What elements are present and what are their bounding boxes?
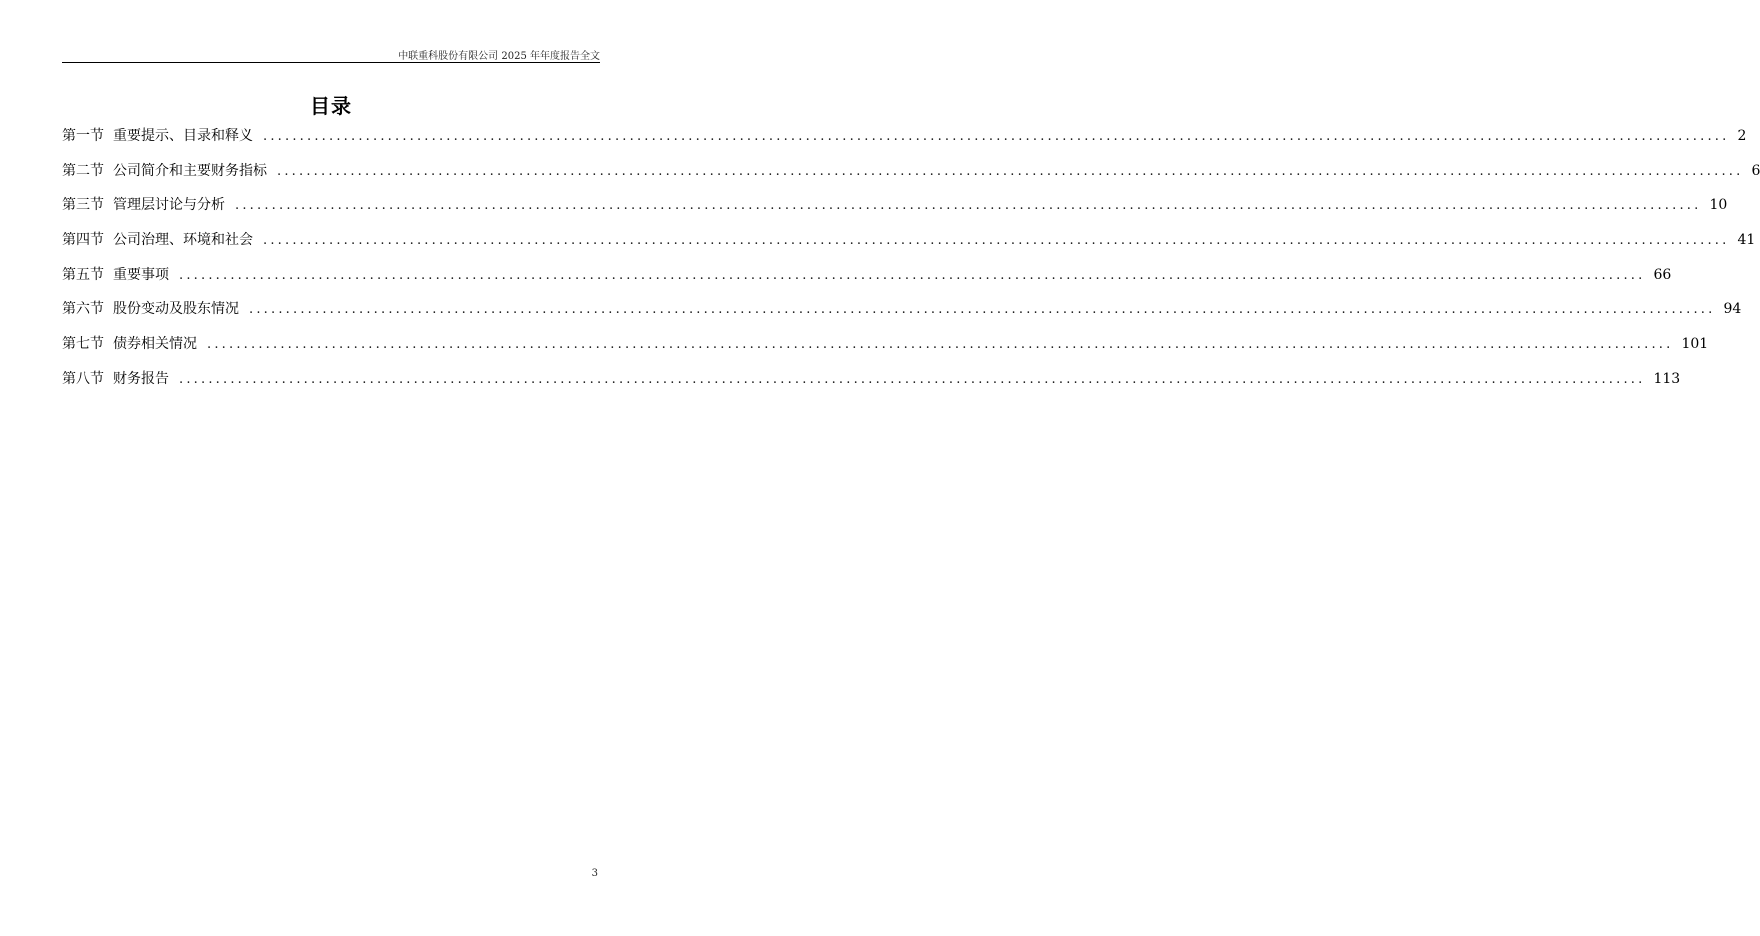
toc-page-number: 101 [1681, 336, 1709, 353]
running-header: 中联重科股份有限公司 2025 年年度报告全文 [398, 51, 600, 62]
toc-section-name: 管理层讨论与分析 [113, 197, 225, 214]
header-rule [62, 62, 600, 63]
toc-section-name: 债券相关情况 [113, 336, 197, 353]
toc-section-number: 第二节 [62, 162, 104, 179]
toc-entry[interactable] [62, 195, 1728, 230]
toc-section-name: 股份变动及股东情况 [113, 301, 239, 318]
toc-section-number: 第八节 [62, 370, 104, 387]
toc-page-number: 66 [1653, 266, 1672, 283]
toc-section-name: 重要提示、目录和释义 [113, 128, 253, 144]
toc-entry[interactable] [62, 161, 1760, 196]
toc-entry[interactable] [62, 299, 1742, 334]
page-number: 3 [591, 868, 598, 879]
toc-list [62, 126, 1760, 404]
toc-entry[interactable] [62, 369, 1681, 404]
toc-dot-leader: ........................................................................................................................................................................................................ [179, 371, 1646, 387]
toc-section-number: 第四节 [62, 232, 104, 249]
toc-dot-leader: ........................................................................................................................................................................................................ [179, 267, 1646, 283]
toc-dot-leader: ........................................................................................................................................................................................................ [263, 129, 1730, 144]
toc-section-number: 第三节 [62, 197, 104, 214]
toc-page-number: 94 [1723, 301, 1742, 318]
toc-section-number: 第五节 [62, 266, 104, 283]
toc-section-name: 重要事项 [113, 266, 169, 283]
toc-section-number: 第六节 [62, 301, 104, 318]
toc-page-number: 113 [1653, 370, 1681, 387]
toc-dot-leader: ........................................................................................................................................................................................................ [263, 233, 1730, 249]
toc-section-number: 第七节 [62, 336, 104, 353]
toc-dot-leader: ........................................................................................................................................................................................................ [207, 337, 1674, 353]
toc-dot-leader: ........................................................................................................................................................................................................ [277, 163, 1744, 179]
toc-title: 目录 [310, 94, 352, 118]
toc-section-name: 公司简介和主要财务指标 [113, 162, 267, 179]
toc-entry[interactable] [62, 126, 1747, 161]
toc-section-name: 财务报告 [113, 370, 169, 387]
toc-entry[interactable] [62, 230, 1756, 265]
toc-dot-leader: ........................................................................................................................................................................................................ [249, 302, 1716, 318]
toc-dot-leader: ........................................................................................................................................................................................................ [235, 198, 1702, 214]
toc-section-name: 公司治理、环境和社会 [113, 232, 253, 249]
toc-page-number: 6 [1751, 162, 1760, 179]
toc-section-number: 第一节 [62, 128, 104, 144]
toc-page-number: 41 [1737, 232, 1756, 249]
toc-page-number: 10 [1709, 197, 1728, 214]
toc-page-number: 2 [1737, 128, 1747, 144]
toc-entry[interactable] [62, 334, 1709, 369]
toc-entry[interactable] [62, 265, 1672, 300]
